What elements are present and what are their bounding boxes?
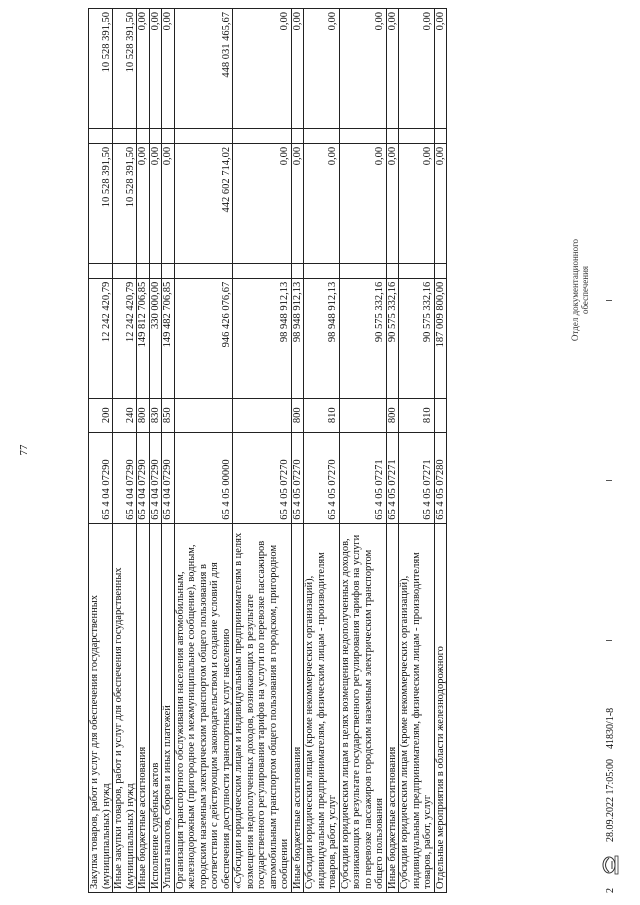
csr-code-cell: 65 4 04 07290 [149,432,162,523]
spacer-cell [137,128,150,143]
amount-2022-cell: 90 575 332,16 [386,278,399,398]
vr-code-cell: 800 [386,398,399,432]
amount-2023-cell: 0,00 [399,143,435,263]
vr-code-cell: 800 [137,398,150,432]
table-row [174,9,233,893]
amount-2024-cell: 0,00 [291,9,304,129]
amount-2022-cell: 12 242 420,79 [89,278,113,398]
spacer-cell [162,128,175,143]
spacer-cell [386,263,399,278]
eagle-logo-icon [600,852,620,878]
row-name-cell: Субсидии юридическим лицам (кроме некоммерческих организаций), индивидуальным предпринимателям, физическим лицам - производителям товаров, работ, услуг [304,523,340,892]
row-name-cell: Иные закупки товаров, работ и услуг для обеспечения государственных (муниципальных) нужд [113,523,137,892]
amount-2023-cell: 0,00 [149,143,162,263]
amount-2023-cell: 0,00 [137,143,150,263]
amount-2024-cell: 0,00 [304,9,340,129]
amount-2022-cell: 98 948 912,13 [233,278,292,398]
amount-2024-cell: 0,00 [162,9,175,129]
document-number: 41830/1-8 [604,707,616,749]
csr-code-cell: 65 4 04 07290 [89,432,113,523]
amount-2024-cell: 0,00 [233,9,292,129]
spacer-cell [233,263,292,278]
footer [600,708,620,893]
department-stamp: Отдел документационного обеспечения [570,238,590,342]
vr-code-cell: 240 [113,398,137,432]
table-row [386,9,399,893]
spacer-cell [339,263,386,278]
spacer-cell [304,263,340,278]
spacer-cell [434,128,447,143]
spacer-cell [399,128,435,143]
vr-code-cell: 810 [304,398,340,432]
spacer-cell [291,263,304,278]
csr-code-cell: 65 4 04 07290 [113,432,137,523]
spacer-cell [113,128,137,143]
timestamp: 28.09.2022 17:05:00 [604,758,616,842]
table-row [162,9,175,893]
spacer-cell [174,263,233,278]
spacer-cell [174,128,233,143]
spacer-cell [149,128,162,143]
table-row [291,9,304,893]
vr-code-cell [339,398,386,432]
table-row [89,9,113,893]
spacer-cell [399,263,435,278]
amount-2024-cell: 448 031 465,67 [174,9,233,129]
csr-code-cell: 65 4 05 07280 [434,432,447,523]
table-row [304,9,340,893]
csr-code-cell: 65 4 05 07270 [304,432,340,523]
amount-2022-cell: 149 482 706,85 [162,278,175,398]
amount-2024-cell: 10 528 391,50 [113,9,137,129]
vr-code-cell: 850 [162,398,175,432]
row-name-cell: Исполнение судебных актов [149,523,162,892]
amount-2023-cell: 0,00 [434,143,447,263]
spacer-cell [137,263,150,278]
amount-2022-cell: 90 575 332,16 [399,278,435,398]
row-name-cell: Субсидии юридическим лицам в целях возмещения недополученных доходов, возникающих в результате государственного регулирования тарифов на услуги по перевозке пассажиров городским наземным электрическим транспортом общего пользования [339,523,386,892]
csr-code-cell: 65 4 05 07270 [291,432,304,523]
amount-2023-cell: 0,00 [162,143,175,263]
spacer-cell [113,263,137,278]
amount-2024-cell: 0,00 [149,9,162,129]
page-number: 77 [18,444,30,456]
amount-2023-cell: 10 528 391,50 [113,143,137,263]
amount-2022-cell: 12 242 420,79 [113,278,137,398]
amount-2022-cell: 98 948 912,13 [304,278,340,398]
amount-2023-cell: 0,00 [233,143,292,263]
spacer-cell [434,263,447,278]
spacer-cell [304,128,340,143]
amount-2022-cell: 187 009 800,00 [434,278,447,398]
scan-mark [606,640,612,641]
amount-2022-cell: 149 812 706,85 [137,278,150,398]
spacer-cell [339,128,386,143]
amount-2023-cell: 0,00 [386,143,399,263]
amount-2022-cell: 946 426 076,67 [174,278,233,398]
amount-2023-cell: 0,00 [291,143,304,263]
vr-code-cell: 830 [149,398,162,432]
amount-2024-cell: 0,00 [386,9,399,129]
table-row [137,9,150,893]
scan-mark [606,300,612,301]
amount-2023-cell: 10 528 391,50 [89,143,113,263]
spacer-cell [89,128,113,143]
row-name-cell: Организация транспортного обслуживания населения автомобильным, железнодорожным (пригородное и межмуниципальное сообщение), водным, городским наземным электрическим транспортом общего пользования в соответствии с действующим законодательством и создание условий для обеспечения доступности транспортных услуг населению [174,523,233,892]
row-name-cell: Иные бюджетные ассигнования [386,523,399,892]
amount-2022-cell: 98 948 912,13 [291,278,304,398]
budget-table [88,8,447,893]
vr-code-cell: 810 [399,398,435,432]
vr-code-cell [434,398,447,432]
amount-2023-cell: 442 602 714,02 [174,143,233,263]
amount-2024-cell: 0,00 [137,9,150,129]
table-row [339,9,386,893]
row-name-cell: «Субсидии юридическим лицам и индивидуальным предпринимателям в целях возмещения недополученных доходов, возникающих в результате государственного регулирования тарифов на услуги по перевозке пассажиров автомобильным транспортом общего пользования в городском, пригородном сообщении [233,523,292,892]
table-row [434,9,447,893]
spacer-cell [149,263,162,278]
csr-code-cell: 65 4 05 07271 [386,432,399,523]
csr-code-cell: 65 4 04 07290 [137,432,150,523]
vr-code-cell [174,398,233,432]
csr-code-cell: 65 4 05 07271 [339,432,386,523]
amount-2024-cell: 10 528 391,50 [89,9,113,129]
table-row [233,9,292,893]
amount-2024-cell: 0,00 [339,9,386,129]
csr-code-cell: 65 4 04 07290 [162,432,175,523]
row-name-cell: Закупка товаров, работ и услуг для обеспечения государственных (муниципальных) нужд [89,523,113,892]
vr-code-cell: 200 [89,398,113,432]
page-index: 2 [604,888,616,893]
row-name-cell: Отдельные мероприятия в области железнодорожного [434,523,447,892]
spacer-cell [386,128,399,143]
spacer-cell [233,128,292,143]
csr-code-cell: 65 4 05 07270 [233,432,292,523]
amount-2024-cell: 0,00 [434,9,447,129]
amount-2023-cell: 0,00 [304,143,340,263]
row-name-cell: Субсидии юридическим лицам (кроме некоммерческих организаций), индивидуальным предпринимателям, физическим лицам - производителям товаров, работ, услуг [399,523,435,892]
amount-2024-cell: 0,00 [399,9,435,129]
csr-code-cell: 65 4 05 00000 [174,432,233,523]
vr-code-cell [233,398,292,432]
scan-mark [606,480,612,481]
vr-code-cell: 800 [291,398,304,432]
table-row [399,9,435,893]
spacer-cell [291,128,304,143]
spacer-cell [89,263,113,278]
table-row [149,9,162,893]
amount-2022-cell: 90 575 332,16 [339,278,386,398]
amount-2022-cell: 330 000,00 [149,278,162,398]
row-name-cell: Иные бюджетные ассигнования [291,523,304,892]
table-row [113,9,137,893]
amount-2023-cell: 0,00 [339,143,386,263]
csr-code-cell: 65 4 05 07271 [399,432,435,523]
spacer-cell [162,263,175,278]
row-name-cell: Иные бюджетные ассигнования [137,523,150,892]
row-name-cell: Уплата налогов, сборов и иных платежей [162,523,175,892]
